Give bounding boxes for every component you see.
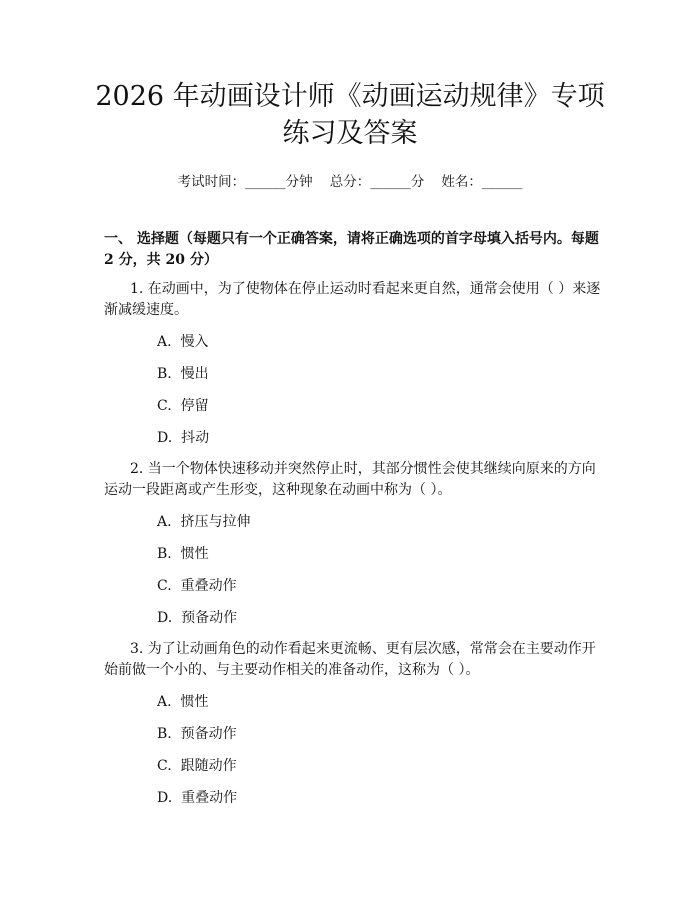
question-3: 3. 为了让动画角色的动作看起来更流畅、更有层次感，常常会在主要动作开始前做一个小的、与主要动作相关的准备动作，这称为（ ）。 bbox=[104, 641, 596, 678]
question-1: 1. 在动画中，为了使物体在停止运动时看起来更自然，通常会使用（ ）来逐渐减缓速度。 bbox=[104, 281, 601, 318]
question-3-option-c: C. 跟随动作 bbox=[157, 758, 237, 774]
exam-meta-line: 考试时间：______分钟 总分：______分 姓名：______ bbox=[177, 174, 523, 190]
question-2-option-c: C. 重叠动作 bbox=[157, 578, 237, 594]
question-2-option-d: D. 预备动作 bbox=[157, 610, 238, 626]
question-3-option-a: A. 惯性 bbox=[157, 694, 209, 710]
question-3-option-b: B. 预备动作 bbox=[157, 726, 237, 742]
section-heading: 一、 选择题（每题只有一个正确答案，请将正确选项的首字母填入括号内。每题 2 分，共 20 分） bbox=[104, 231, 599, 268]
document-title: 2026 年动画设计师《动画运动规律》专项练习及答案 bbox=[95, 81, 605, 149]
question-2-option-b: B. 惯性 bbox=[157, 546, 209, 562]
question-2: 2. 当一个物体快速移动并突然停止时，其部分惯性会使其继续向原来的方向运动一段距离或产生形变，这种现象在动画中称为（ ）。 bbox=[104, 461, 596, 498]
question-1-option-c: C. 停留 bbox=[157, 398, 209, 414]
question-1-option-d: D. 抖动 bbox=[157, 430, 210, 446]
question-2-option-a: A. 挤压与拉伸 bbox=[157, 514, 251, 530]
question-3-option-d: D. 重叠动作 bbox=[157, 790, 238, 806]
question-1-option-b: B. 慢出 bbox=[157, 366, 209, 382]
question-1-option-a: A. 慢入 bbox=[157, 334, 209, 350]
